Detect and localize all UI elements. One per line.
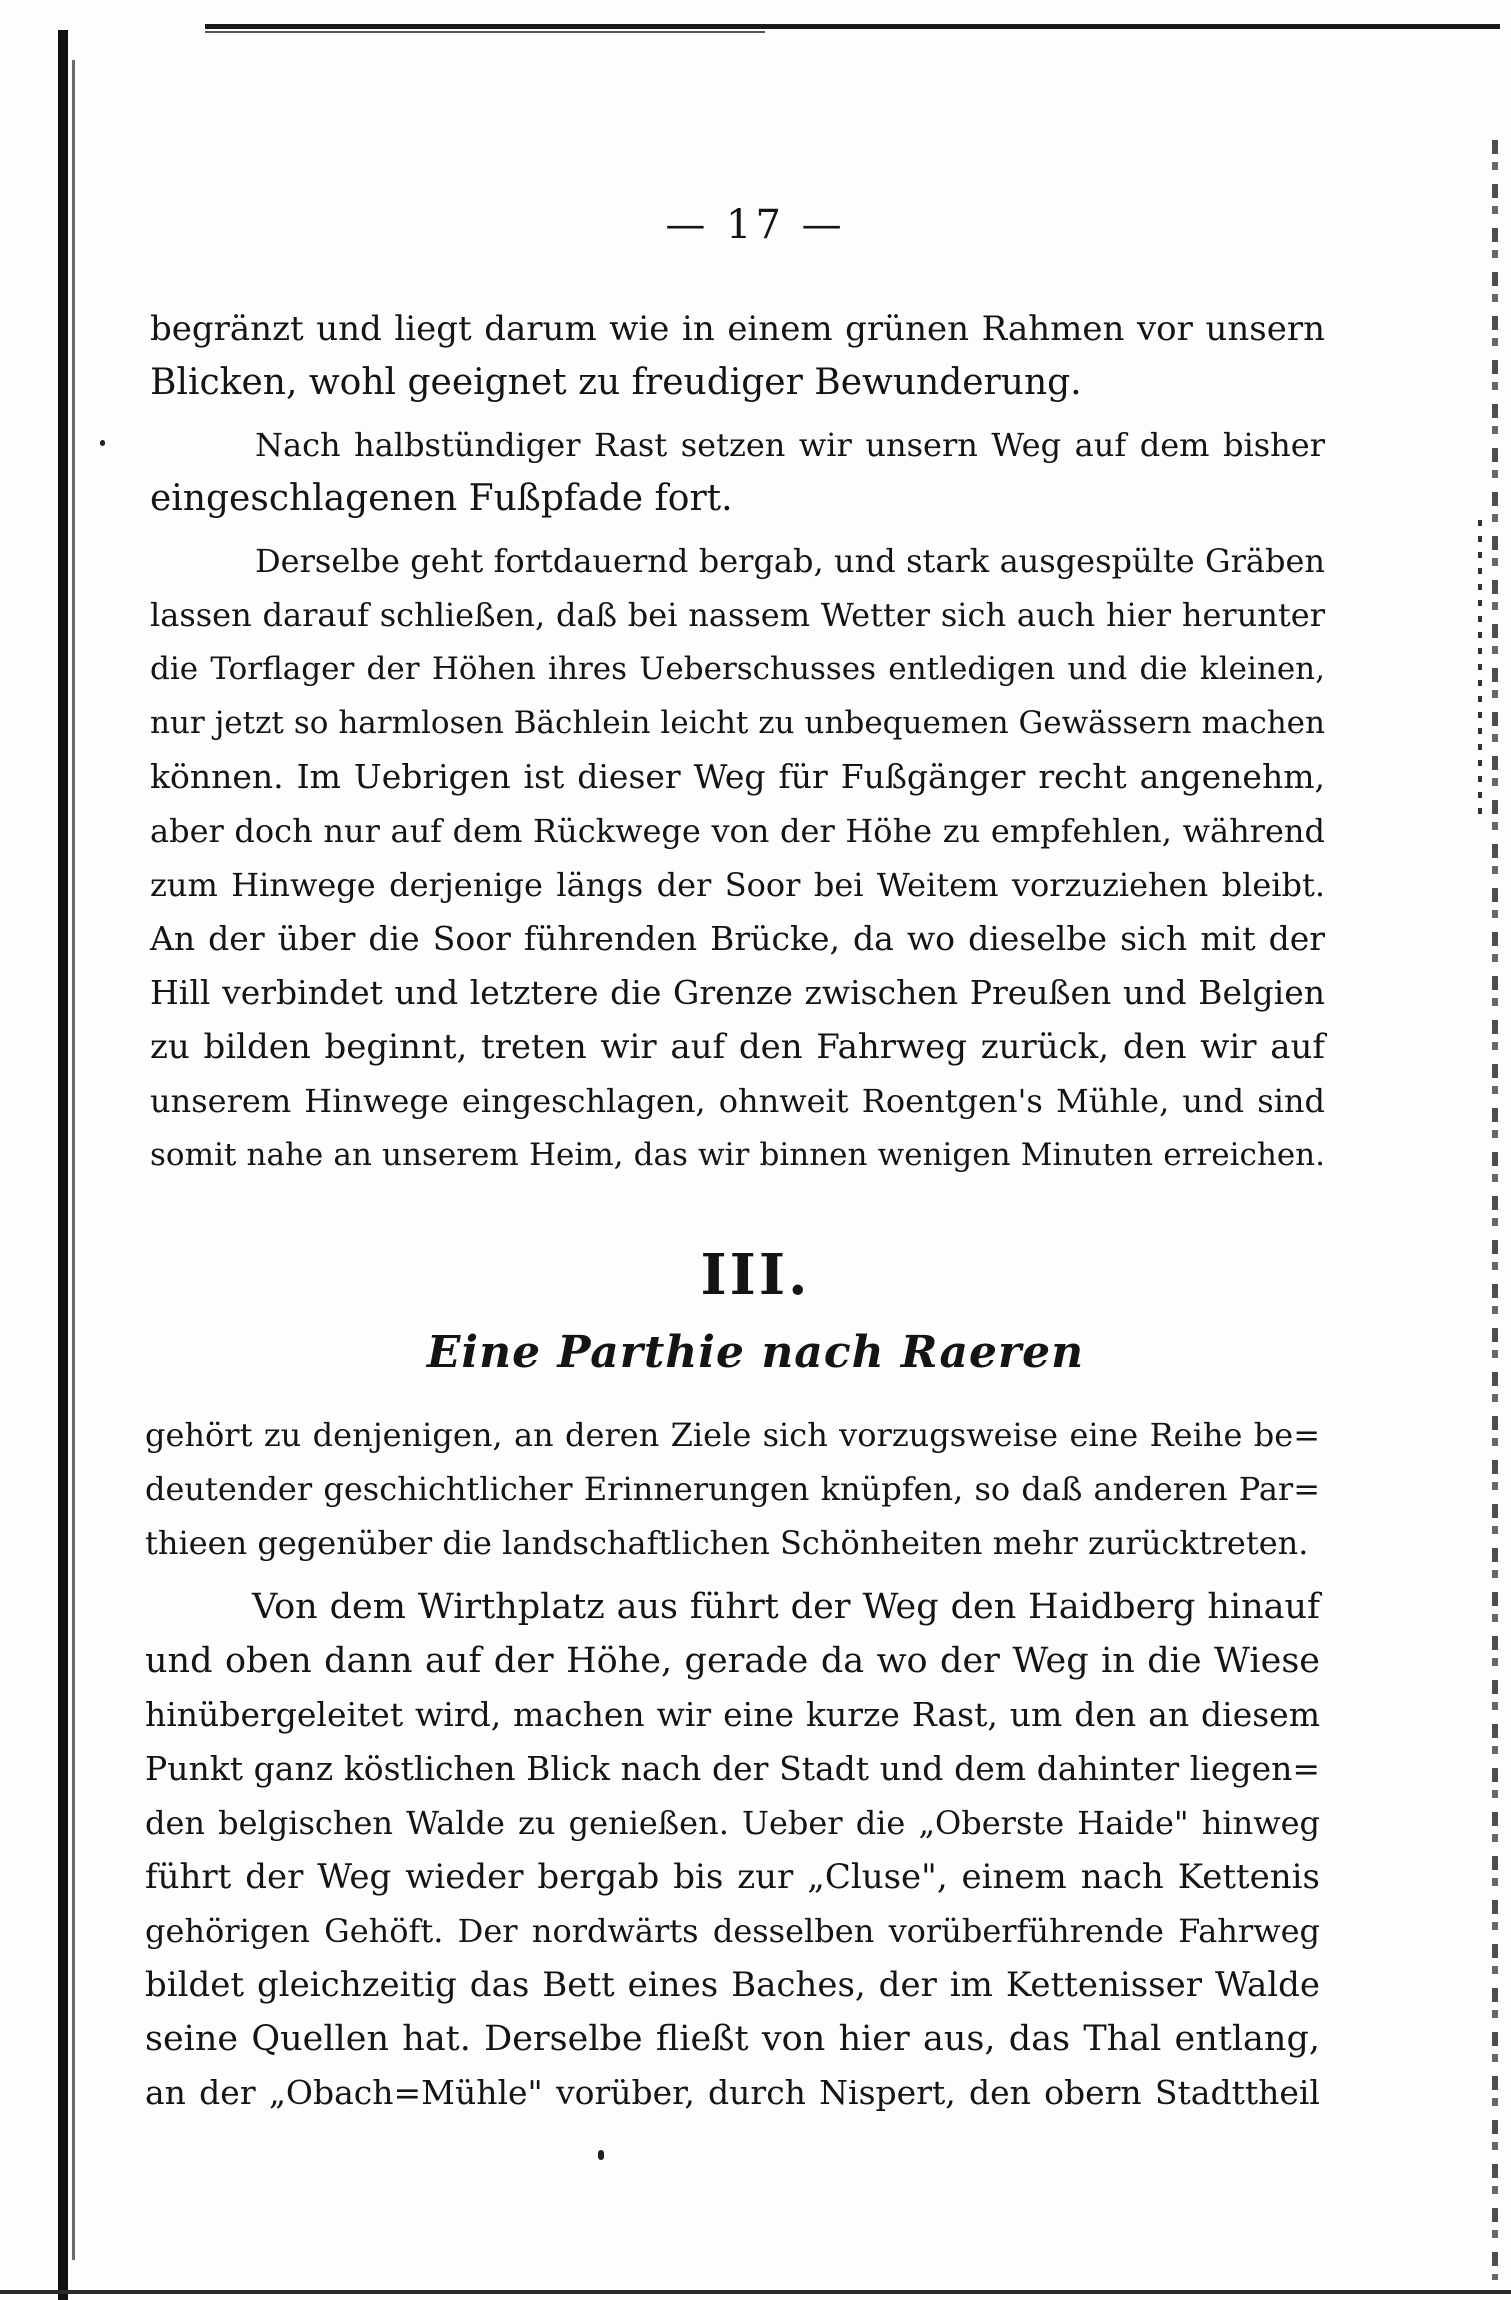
scan-right-edge-noise xyxy=(1492,140,1498,2280)
text-line: führt der Weg wieder bergab bis zur „Cluse", einem nach Kettenis xyxy=(145,1857,1320,1897)
scan-binding-edge xyxy=(58,30,68,2300)
scan-bottom-rule xyxy=(0,2290,1511,2294)
scan-binding-edge-shadow xyxy=(72,60,75,2260)
scan-right-edge-noise-inner xyxy=(1478,520,1482,820)
page-number: — 17 — xyxy=(665,202,846,248)
scan-top-rule-shadow xyxy=(205,31,765,33)
text-line: und oben dann auf der Höhe, gerade da wo der Weg in die Wiese xyxy=(145,1641,1320,1681)
text-line: zu bilden beginnt, treten wir auf den Fahrweg zurück, den wir auf xyxy=(150,1027,1325,1067)
section-title: Eine Parthie nach Raeren xyxy=(426,1327,1085,1378)
text-line: können. Im Uebrigen ist dieser Weg für Fußgänger recht angenehm, xyxy=(150,757,1325,796)
text-line: An der über die Soor führenden Brücke, da wo dieselbe sich mit der xyxy=(150,919,1325,958)
scan-speck xyxy=(100,440,105,446)
text-line: nur jetzt so harmlosen Bächlein leicht zu unbequemen Gewässern machen xyxy=(150,705,1325,741)
text-line: gehört zu denjenigen, an deren Ziele sich vorzugsweise eine Reihe be= xyxy=(145,1416,1320,1454)
text-line: Nach halbstündiger Rast setzen wir unsern Weg auf dem bisher xyxy=(255,426,1325,464)
text-line: gehörigen Gehöft. Der nordwärts desselben vorüberführende Fahrweg xyxy=(145,1912,1320,1950)
text-line: Von dem Wirthplatz aus führt der Weg den Haidberg hinauf xyxy=(252,1587,1320,1627)
text-line: an der „Obach=Mühle" vorüber, durch Nispert, den obern Stadttheil xyxy=(145,2073,1320,2112)
text-line: deutender geschichtlicher Erinnerungen knüpfen, so daß anderen Par= xyxy=(145,1470,1320,1508)
text-line: Derselbe geht fortdauernd bergab, und stark ausgespülte Gräben xyxy=(255,542,1325,580)
text-line: seine Quellen hat. Derselbe fließt von hier aus, das Thal entlang, xyxy=(145,2019,1320,2059)
text-line: thieen gegenüber die landschaftlichen Schönheiten mehr zurücktreten. xyxy=(145,1524,1309,1562)
scan-top-rule xyxy=(205,24,1500,29)
text-line: hinübergeleitet wird, machen wir eine kurze Rast, um den an diesem xyxy=(145,1695,1320,1734)
text-line: lassen darauf schließen, daß bei nassem Wetter sich auch hier herunter xyxy=(150,596,1325,634)
text-line: Hill verbindet und letztere die Grenze zwischen Preußen und Belgien xyxy=(150,973,1325,1012)
text-line: den belgischen Walde zu genießen. Ueber die „Oberste Haide" hinweg xyxy=(145,1804,1320,1842)
text-line: somit nahe an unserem Heim, das wir binnen wenigen Minuten erreichen. xyxy=(150,1137,1325,1173)
text-line: eingeschlagenen Fußpfade fort. xyxy=(150,478,733,519)
text-line: begränzt und liegt darum wie in einem grünen Rahmen vor unsern xyxy=(150,309,1325,349)
text-line: Blicken, wohl geeignet zu freudiger Bewunderung. xyxy=(150,362,1082,403)
scan-speck xyxy=(598,2150,604,2160)
text-line: bildet gleichzeitig das Bett eines Baches, der im Kettenisser Walde xyxy=(145,1965,1320,2005)
text-line: unserem Hinwege eingeschlagen, ohnweit Roentgen's Mühle, und sind xyxy=(150,1082,1325,1120)
text-line: zum Hinwege derjenige längs der Soor bei Weitem vorzuziehen bleibt. xyxy=(150,866,1325,904)
text-line: aber doch nur auf dem Rückwege von der Höhe zu empfehlen, während xyxy=(150,812,1325,850)
text-line: Punkt ganz köstlichen Blick nach der Stadt und dem dahinter liegen= xyxy=(145,1749,1320,1788)
text-line: die Torflager der Höhen ihres Ueberschusses entledigen und die kleinen, xyxy=(150,651,1325,687)
section-number: III. xyxy=(700,1242,811,1308)
